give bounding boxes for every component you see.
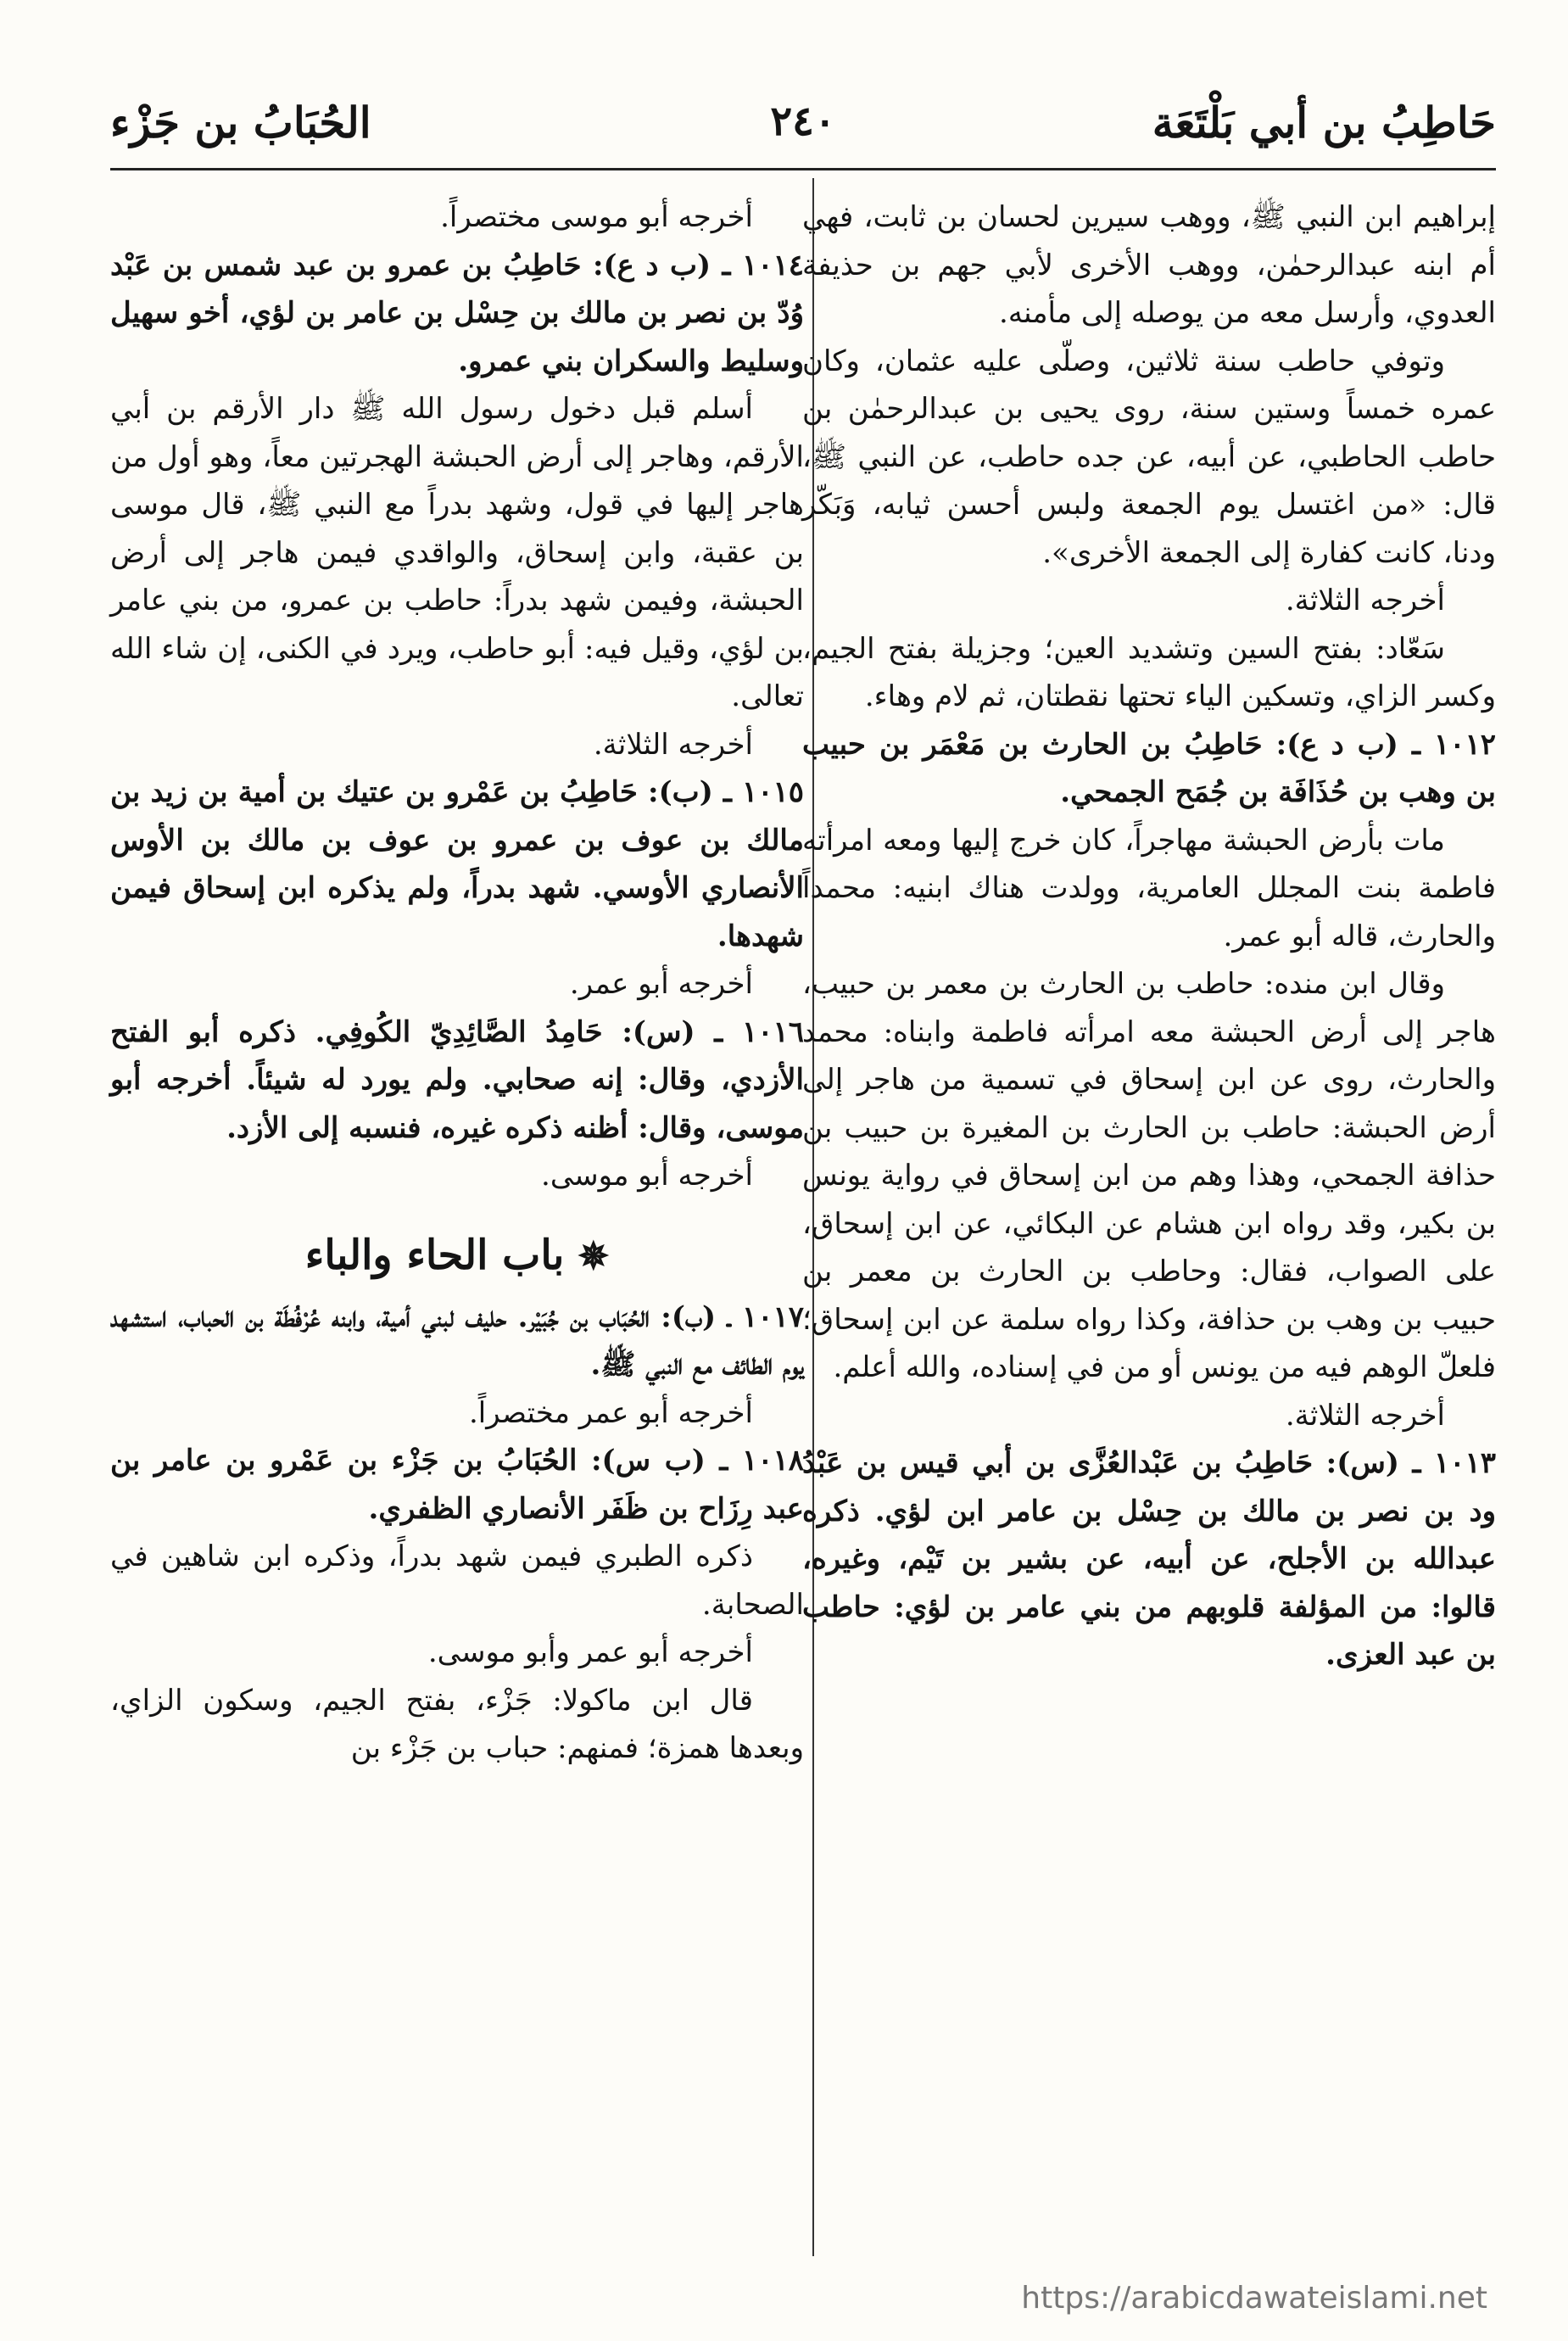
entry-1017: ١٠١٧ ـ (ب): الحُبَاب بن جُبَيْر. حليف لبني أمية، وابنه عُرْفُطَة بن الحباب، استشهد يوم الطائف مع النبي ﷺ. (110, 1299, 804, 1382)
paragraph: أخرجه الثلاثة. (593, 727, 753, 762)
entry-1015: ١٠١٥ ـ (ب): حَاطِبُ بن عَمْرو بن عتيك بن أمية بن زيد بن مالك بن عوف بن عمرو بن عوف بن مالك بن الأوس الأنصاري الأوسي. شهد بدراً، ولم يذكره ابن إسحاق فيمن شهدها. (110, 775, 804, 953)
paragraph: وقال ابن منده: حاطب بن الحارث بن معمر بن حبيب، هاجر إلى أرض الحبشة معه امرأته فاطمة وابناه: محمد والحارث، روى عن ابن إسحاق في تسمية من هاجر إلى أرض الحبشة: حاطب بن الحارث بن المغيرة بن حبيب بن حذافة الجمحي، وهذا وهم من ابن إسحاق في رواية يونس بن بكير، وقد رواه ابن هشام عن البكائي، عن ابن إسحاق، على الصواب، فقال: وحاطب بن الحارث بن معمر بن حبيب بن وهب بن حذافة، وكذا رواه سلمة عن ابن إسحاق؛ فلعلّ الوهم فيه من يونس أو من في إسناده، والله أعلم. (802, 967, 1496, 1384)
paragraph: سَعّاد: بفتح السين وتشديد العين؛ وجزيلة بفتح الجيم، وكسر الزاي، وتسكين الياء تحتها نقطتان، ثم لام وهاء. (802, 631, 1496, 713)
paragraph: أخرجه الثلاثة. (1285, 584, 1445, 617)
entry-1018: ١٠١٨ ـ (ب س): الحُبَابُ بن جَزْء بن عَمْرو بن عامر بن عبد رِزَاح بن ظَفَر الأنصاري الظفري. (110, 1444, 804, 1526)
asterisk-star-icon: ✵ (578, 1234, 610, 1278)
paragraph: ذكره الطبري فيمن شهد بدراً، وذكره ابن شاهين في الصحابة. (110, 1539, 804, 1622)
paragraph: قال ابن ماكولا: جَزْء، بفتح الجيم، وسكون الزاي، وبعدها همزة؛ فمنهم: حباب بن جَزْء بن (110, 1683, 804, 1765)
paragraph: مات بأرض الحبشة مهاجراً، كان خرج إليها ومعه امرأته فاطمة بنت المجلل العامرية، وولدت هناك ابنيه: محمداً والحارث، قاله أبو عمر. (802, 823, 1496, 953)
paragraph: أخرجه أبو عمر. (569, 967, 753, 1001)
section-title-text: باب الحاء والباء (304, 1231, 565, 1279)
header-right-title: حَاطِبُ بن أبي بَلْتَعَة (1152, 98, 1496, 148)
entry-1014: ١٠١٤ ـ (ب د ع): حَاطِبُ بن عمرو بن عبد شمس بن عَبْد وُدّ بن نصر بن مالك بن حِسْل بن عامر بن لؤي، أخو سهيل وسليط والسكران بني عمرو. (110, 248, 804, 378)
page-header (110, 81, 1496, 157)
paragraph: أخرجه أبو عمر وأبو موسى. (427, 1635, 753, 1669)
paragraph: أخرجه أبو عمر مختصراً. (469, 1395, 753, 1430)
paragraph: أخرجه أبو موسى. (541, 1159, 753, 1193)
header-rule (110, 168, 1496, 170)
header-left-title: الحُبَابُ بن جَزْء (110, 98, 371, 148)
entry-1012: ١٠١٢ ـ (ب د ع): حَاطِبُ بن الحارث بن مَعْمَر بن حبيب بن وهب بن حُذَافَة بن جُمَح الجمحي. (802, 727, 1496, 809)
watermark-url: https://arabicdawateislami.net (1021, 2281, 1487, 2316)
paragraph: أخرجه الثلاثة. (1285, 1398, 1445, 1433)
entry-1013: ١٠١٣ ـ (س): حَاطِبُ بن عَبْدالعُزَّى بن أبي قيس بن عَبْدُ ود بن نصر بن مالك بن حِسْل بن عامر ابن لؤي. ذكره عبدالله بن الأجلح، عن أبيه، عن بشير بن تَيْم، وغيره، قالوا: من المؤلفة قلوبهم من بني عامر بن لؤي: حاطب بن عبد العزى. (802, 1446, 1496, 1672)
paragraph: إبراهيم ابن النبي ﷺ، ووهب سيرين لحسان بن ثابت، فهي أم ابنه عبدالرحمٰن، ووهب الأخرى لأبي جهم بن حذيفة العدوي، وأرسل معه من يوصله إلى مأمنه. (802, 200, 1496, 330)
section-title (110, 1226, 804, 1287)
page-number: ٢٤٠ (770, 98, 836, 145)
left-column (110, 193, 804, 1773)
right-column (802, 193, 1496, 1679)
entry-1016: ١٠١٦ ـ (س): حَامِدُ الصَّائِدِيّ الكُوفِي. ذكره أبو الفتح الأزدي، وقال: إنه صحابي. ولم يورد له شيئاً. أخرجه أبو موسى، وقال: أظنه ذكره غيره، فنسبه إلى الأزد. (110, 1014, 804, 1145)
paragraph: وتوفي حاطب سنة ثلاثين، وصلّى عليه عثمان، وكان عمره خمساً وستين سنة، روى يحيى بن عبدالرحمٰن بن حاطب الحاطبي، عن أبيه، عن جده حاطب، عن النبي ﷺ، قال: «من اغتسل يوم الجمعة ولبس أحسن ثيابه، وَبَكّر ودنا، كانت كفارة إلى الجمعة الأخرى». (802, 344, 1496, 570)
paragraph: أسلم قبل دخول رسول الله ﷺ دار الأرقم بن أبي الأرقم، وهاجر إلى أرض الحبشة الهجرتين معاً، وهو أول من هاجر إليها في قول، وشهد بدراً مع النبي ﷺ، قال موسى بن عقبة، وابن إسحاق، والواقدي فيمن هاجر إلى أرض الحبشة، وفيمن شهد بدراً: حاطب بن عمرو، من بني عامر بن لؤي، وقيل فيه: أبو حاطب، ويرد في الكنى، إن شاء الله تعالى. (110, 392, 804, 713)
paragraph: أخرجه أبو موسى مختصراً. (440, 200, 753, 234)
